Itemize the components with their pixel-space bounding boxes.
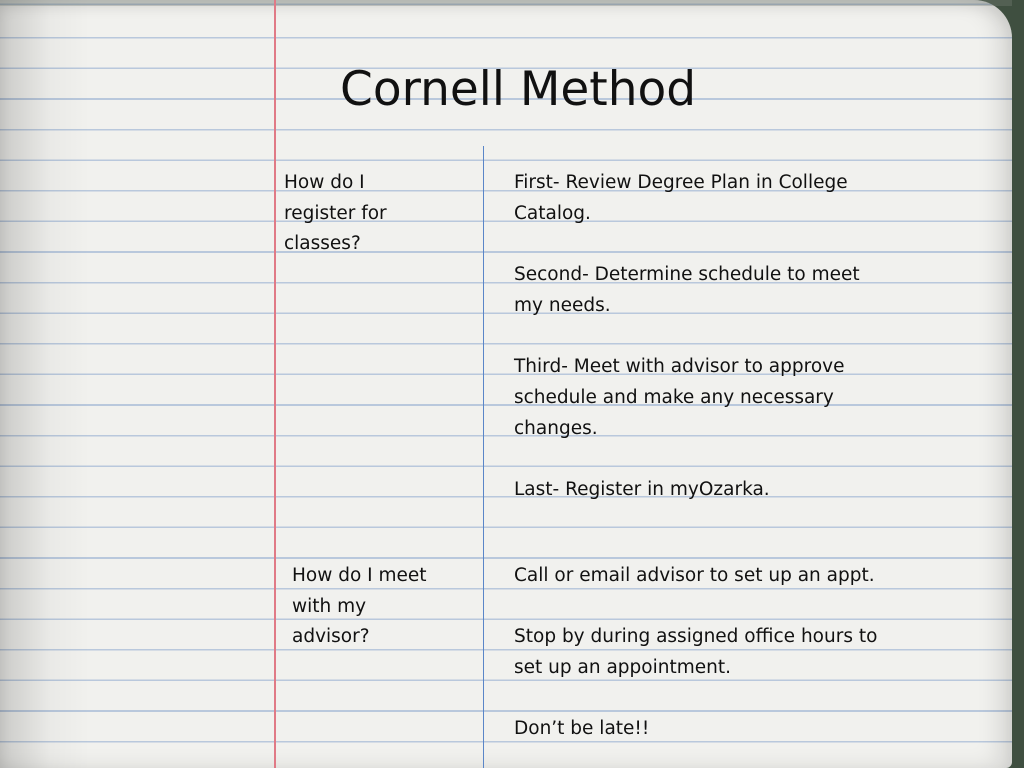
note-line: Third- Meet with advisor to approve: [514, 356, 845, 378]
note-line: Don’t be late!!: [514, 718, 650, 740]
note-line: schedule and make any necessary: [514, 386, 834, 408]
paragraph-gap: [514, 322, 944, 353]
note-line: set up an appointment.: [514, 657, 731, 679]
red-margin-line: [274, 0, 276, 768]
note-line: Call or email advisor to set up an appt.: [514, 565, 875, 586]
cue-column-divider: [483, 146, 484, 768]
note-paragraph-last: [514, 475, 944, 506]
paragraph-gap: [514, 229, 944, 260]
note-line: Catalog.: [514, 202, 591, 224]
question-line: with my: [292, 595, 367, 617]
page-top-edge: [0, 0, 1012, 6]
note-paragraph-first: [514, 168, 944, 229]
note-line: Second- Determine schedule to meet: [514, 264, 860, 286]
notes-register-steps: [514, 168, 944, 506]
note-paragraph-second: [514, 260, 944, 321]
question-line: register for: [284, 202, 387, 224]
cue-question-register: [284, 168, 464, 260]
question-line: How do I meet: [292, 565, 427, 586]
note-paragraph-stop-by: [514, 622, 944, 683]
binding-shadow: [0, 0, 90, 768]
note-line: Stop by during assigned office hours to: [514, 626, 878, 648]
note-line: my needs.: [514, 294, 611, 316]
note-paragraph-third: [514, 352, 944, 444]
question-line: classes?: [284, 233, 361, 255]
note-line: First- Review Degree Plan in College: [514, 172, 848, 193]
question-line: How do I: [284, 172, 365, 193]
notes-meet-advisor: [514, 561, 944, 745]
note-paragraph-call: [514, 561, 944, 592]
cue-question-meet-advisor: [292, 561, 472, 653]
note-line: Last- Register in myOzarka.: [514, 478, 770, 500]
paragraph-gap: [514, 592, 944, 623]
paragraph-gap: [514, 444, 944, 475]
question-line: advisor?: [292, 626, 370, 648]
slide-title: Cornell Method: [340, 62, 697, 117]
note-paragraph-dont-be-late: [514, 714, 944, 745]
note-line: changes.: [514, 417, 598, 439]
paragraph-gap: [514, 684, 944, 715]
